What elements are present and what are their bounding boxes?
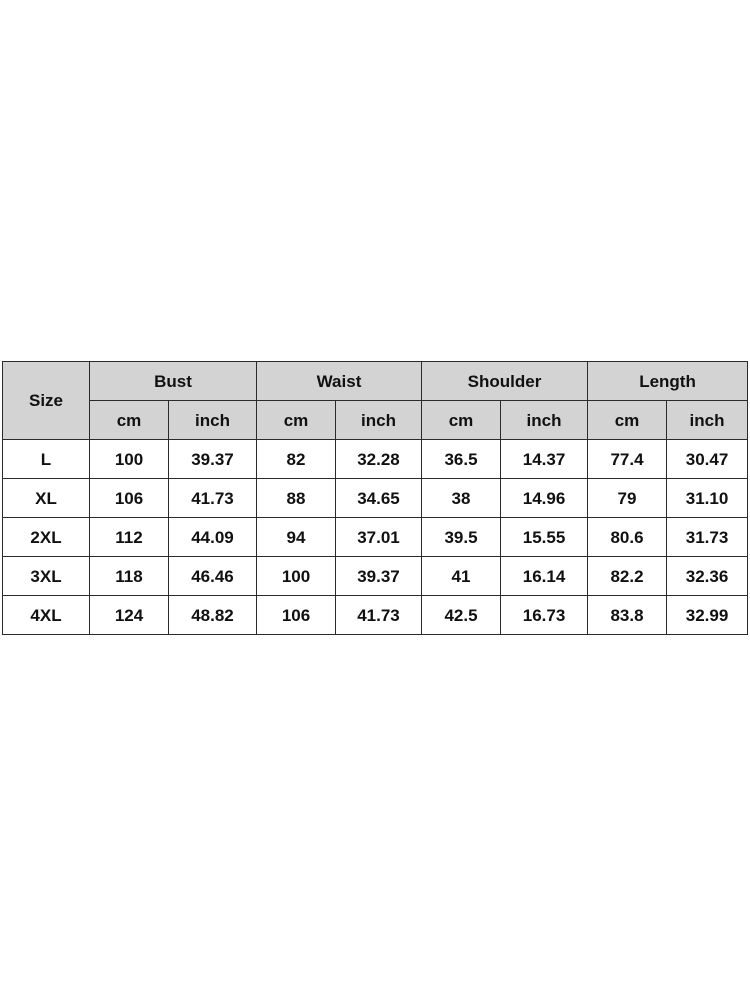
table-cell: 32.36	[667, 557, 748, 596]
table-cell: 79	[588, 479, 667, 518]
table-cell: 16.73	[501, 596, 588, 635]
size-chart-table	[2, 361, 748, 635]
table-cell: 37.01	[336, 518, 422, 557]
table-cell: 41	[422, 557, 501, 596]
table-cell: 112	[90, 518, 169, 557]
unit-header: cm	[588, 401, 667, 440]
table-cell: 94	[257, 518, 336, 557]
table-cell: 80.6	[588, 518, 667, 557]
table-cell: 41.73	[336, 596, 422, 635]
table-row	[3, 440, 748, 479]
table-row	[3, 557, 748, 596]
size-cell: 2XL	[3, 518, 90, 557]
group-header-length: Length	[588, 362, 748, 401]
table-cell: 39.5	[422, 518, 501, 557]
table-cell: 82.2	[588, 557, 667, 596]
group-header-waist: Waist	[257, 362, 422, 401]
table-row	[3, 479, 748, 518]
size-cell: 3XL	[3, 557, 90, 596]
table-cell: 118	[90, 557, 169, 596]
table-cell: 38	[422, 479, 501, 518]
table-cell: 39.37	[169, 440, 257, 479]
unit-header: inch	[169, 401, 257, 440]
table-cell: 42.5	[422, 596, 501, 635]
header-unit-row	[3, 401, 748, 440]
size-header: Size	[3, 362, 90, 440]
table-cell: 46.46	[169, 557, 257, 596]
table-cell: 36.5	[422, 440, 501, 479]
unit-header: inch	[667, 401, 748, 440]
table-cell: 83.8	[588, 596, 667, 635]
table-body	[3, 440, 748, 635]
table-cell: 14.96	[501, 479, 588, 518]
table-cell: 32.99	[667, 596, 748, 635]
group-header-shoulder: Shoulder	[422, 362, 588, 401]
table-cell: 39.37	[336, 557, 422, 596]
table-cell: 30.47	[667, 440, 748, 479]
size-cell: XL	[3, 479, 90, 518]
table-row	[3, 518, 748, 557]
table-header	[3, 362, 748, 440]
size-cell: 4XL	[3, 596, 90, 635]
table-cell: 32.28	[336, 440, 422, 479]
header-group-row	[3, 362, 748, 401]
table-row	[3, 596, 748, 635]
group-header-bust: Bust	[90, 362, 257, 401]
size-cell: L	[3, 440, 90, 479]
table-cell: 31.10	[667, 479, 748, 518]
table-cell: 100	[90, 440, 169, 479]
unit-header: cm	[257, 401, 336, 440]
table-cell: 44.09	[169, 518, 257, 557]
table-cell: 16.14	[501, 557, 588, 596]
table-cell: 34.65	[336, 479, 422, 518]
table-cell: 31.73	[667, 518, 748, 557]
table-cell: 106	[257, 596, 336, 635]
table-cell: 100	[257, 557, 336, 596]
table-cell: 82	[257, 440, 336, 479]
table-cell: 15.55	[501, 518, 588, 557]
table-cell: 124	[90, 596, 169, 635]
unit-header: inch	[336, 401, 422, 440]
table-cell: 77.4	[588, 440, 667, 479]
unit-header: inch	[501, 401, 588, 440]
unit-header: cm	[422, 401, 501, 440]
table-cell: 48.82	[169, 596, 257, 635]
table-cell: 88	[257, 479, 336, 518]
table-cell: 14.37	[501, 440, 588, 479]
unit-header: cm	[90, 401, 169, 440]
table-cell: 106	[90, 479, 169, 518]
table-cell: 41.73	[169, 479, 257, 518]
